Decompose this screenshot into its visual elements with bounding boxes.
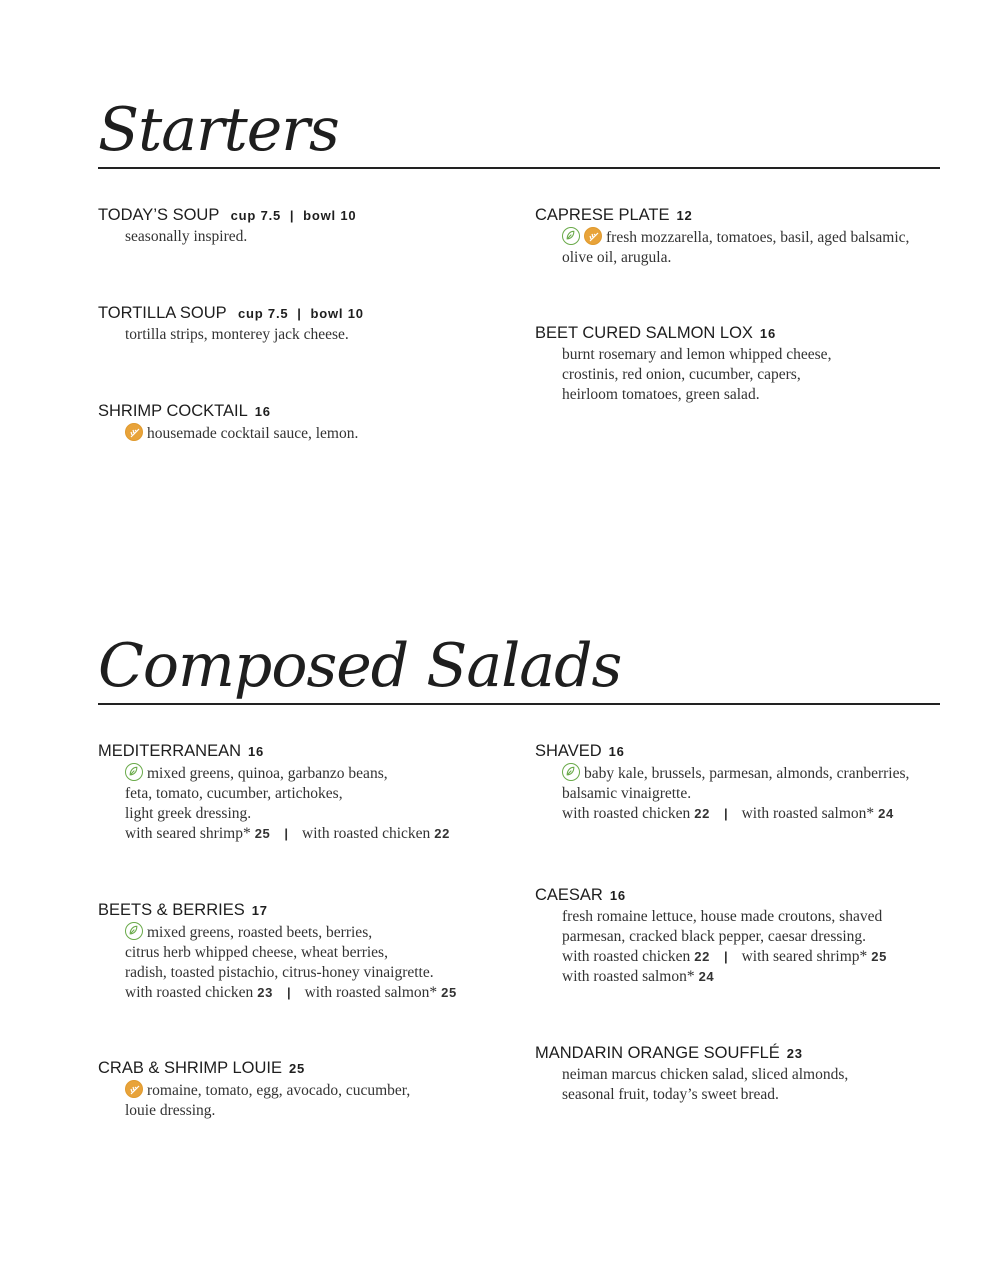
item-name: SHAVED (535, 742, 602, 760)
item-name: SHRIMP COCKTAIL (98, 402, 248, 420)
menu-item-mandarin-orange-souffle (535, 1043, 945, 1105)
item-description: fresh mozzarella, tomatoes, basil, aged balsamic, (606, 229, 910, 246)
item-description: housemade cocktail sauce, lemon. (147, 425, 359, 442)
menu-item-caprese-plate (535, 205, 945, 268)
item-description: neiman marcus chicken salad, sliced almonds, (562, 1066, 849, 1083)
item-description: mixed greens, quinoa, garbanzo beans, (147, 765, 388, 782)
salads-divider (98, 703, 940, 705)
option-label: with roasted chicken (562, 948, 691, 965)
option-label: with roasted chicken (302, 825, 431, 842)
option-price: 24 (878, 806, 894, 821)
item-price: 25 (289, 1061, 306, 1076)
item-description: crostinis, red onion, cucumber, capers, (562, 366, 801, 383)
item-description: parmesan, cracked black pepper, caesar dressing. (562, 928, 867, 945)
item-options: with roasted chicken 22 | with seared shrimp* 25 (562, 948, 887, 965)
cup-label: cup (237, 306, 264, 321)
starters-title: Starters (98, 95, 339, 165)
item-options: with roasted chicken 23 | with roasted salmon* 25 (125, 984, 457, 1001)
menu-item-tortilla-soup: TORTILLA SOUP cup 7.5 | bowl 10 tortilla strips, monterey jack cheese. (98, 303, 508, 345)
item-price: 16 (759, 326, 776, 341)
item-description: seasonal fruit, today’s sweet bread. (562, 1086, 779, 1103)
option-label: with seared shrimp* (125, 825, 251, 842)
menu-item-beet-cured-salmon-lox (535, 323, 945, 405)
item-description: olive oil, arugula. (562, 249, 672, 266)
item-price: 23 (786, 1046, 803, 1061)
item-description: burnt rosemary and lemon whipped cheese, (562, 346, 832, 363)
option-price: 25 (254, 826, 271, 841)
item-price: 16 (254, 404, 271, 419)
cup-price: 7.5 (267, 306, 289, 321)
menu-item-shrimp-cocktail (98, 401, 508, 444)
option-label: with roasted salmon* (741, 805, 875, 822)
wheat-icon (584, 227, 602, 245)
bowl-label: bowl (310, 306, 344, 321)
item-price: 16 (609, 888, 626, 903)
item-price: 12 (676, 208, 693, 223)
leaf-icon (125, 763, 143, 781)
menu-item-todays-soup: TODAY’S SOUP cup 7.5 | bowl 10 seasonally inspired. (98, 205, 508, 247)
bowl-label: bowl (303, 208, 336, 223)
item-description: seasonally inspired. (125, 228, 248, 245)
item-name: CAPRESE PLATE (535, 206, 670, 224)
item-description: fresh romaine lettuce, house made croutons, shaved (562, 908, 883, 925)
item-options: with seared shrimp* 25 | with roasted chicken 22 (125, 825, 450, 842)
leaf-icon (125, 922, 143, 940)
item-name: CRAB & SHRIMP LOUIE (98, 1059, 282, 1077)
option-label: with seared shrimp* (741, 948, 868, 965)
option-price: 23 (257, 985, 273, 1000)
option-label: with roasted chicken (125, 984, 254, 1001)
item-description: mixed greens, roasted beets, berries, (147, 924, 373, 941)
item-price: 16 (248, 744, 265, 759)
option-label: with roasted salmon* (304, 984, 438, 1001)
menu-item-mediterranean (98, 741, 508, 844)
menu-item-shaved (535, 741, 945, 824)
item-description: balsamic vinaigrette. (562, 785, 692, 802)
item-name: CAESAR (535, 886, 603, 904)
option-price: 22 (434, 826, 450, 841)
option-price: 22 (694, 949, 710, 964)
option-label: with roasted chicken (562, 805, 691, 822)
bowl-price: 10 (347, 306, 364, 321)
cup-price: 7.5 (260, 208, 282, 223)
item-price: 17 (251, 903, 268, 918)
item-description: light greek dressing. (125, 805, 252, 822)
leaf-icon (562, 763, 580, 781)
item-description: feta, tomato, cucumber, artichokes, (125, 785, 343, 802)
item-name: BEETS & BERRIES (98, 901, 245, 919)
item-name: MANDARIN ORANGE SOUFFLÉ (535, 1044, 780, 1062)
item-description: heirloom tomatoes, green salad. (562, 386, 760, 403)
starters-divider (98, 167, 940, 169)
option-price: 25 (871, 949, 887, 964)
item-description: louie dressing. (125, 1102, 216, 1119)
item-price: 16 (608, 744, 625, 759)
menu-item-beets-and-berries (98, 900, 508, 1003)
wheat-icon (125, 423, 143, 441)
option-price: 25 (441, 985, 457, 1000)
cup-label: cup (230, 208, 257, 223)
option-price: 22 (694, 806, 710, 821)
item-description: radish, toasted pistachio, citrus-honey vinaigrette. (125, 964, 434, 981)
item-name: BEET CURED SALMON LOX (535, 324, 753, 342)
item-options (562, 967, 945, 987)
item-name: MEDITERRANEAN (98, 742, 242, 760)
menu-item-caesar (535, 885, 945, 987)
option-price: 24 (698, 969, 715, 984)
item-description: citrus herb whipped cheese, wheat berries, (125, 944, 388, 961)
bowl-price: 10 (340, 208, 357, 223)
item-name: TODAY’S SOUP (98, 206, 220, 224)
item-description: baby kale, brussels, parmesan, almonds, cranberries, (584, 765, 910, 782)
item-name: TORTILLA SOUP (98, 304, 227, 322)
item-description: tortilla strips, monterey jack cheese. (125, 326, 349, 343)
item-options: with roasted chicken 22 | with roasted salmon* 24 (562, 805, 894, 822)
wheat-icon (125, 1080, 143, 1098)
salads-title: Composed Salads (98, 631, 622, 701)
leaf-icon (562, 227, 580, 245)
menu-item-crab-shrimp-louie (98, 1058, 508, 1121)
item-description: romaine, tomato, egg, avocado, cucumber, (147, 1082, 411, 1099)
option-label: with roasted salmon* (562, 968, 695, 985)
